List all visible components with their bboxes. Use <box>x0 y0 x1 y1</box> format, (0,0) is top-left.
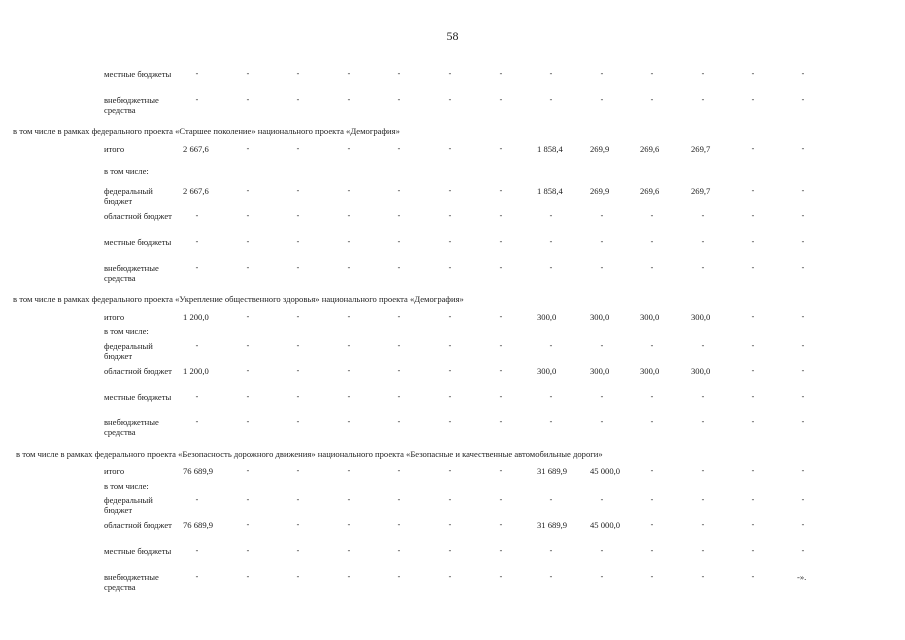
value-cell: - <box>499 392 503 401</box>
value-cell: - <box>195 546 199 555</box>
value-cell: - <box>448 263 452 272</box>
value-cell: - <box>801 341 805 350</box>
value-cell: - <box>499 417 503 426</box>
value-cell: - <box>499 312 503 321</box>
row-label: внебюджетные средства <box>104 95 159 115</box>
value-cell: - <box>701 69 705 78</box>
value-cell: - <box>246 392 250 401</box>
value-cell: - <box>397 366 401 375</box>
value-cell: - <box>347 495 351 504</box>
value-cell: - <box>347 341 351 350</box>
row-label: местные бюджеты <box>104 392 172 402</box>
value-cell: 300,0 <box>590 366 610 376</box>
value-cell: - <box>195 95 199 104</box>
value-cell: - <box>195 69 199 78</box>
value-cell: - <box>751 341 755 350</box>
value-cell: - <box>801 466 805 475</box>
value-cell: - <box>246 95 250 104</box>
value-cell: - <box>397 263 401 272</box>
value-cell: - <box>246 211 250 220</box>
value-cell: - <box>296 186 300 195</box>
value-cell: - <box>347 312 351 321</box>
value-cell: - <box>801 546 805 555</box>
value-cell: - <box>701 237 705 246</box>
value-cell: 300,0 <box>590 312 610 322</box>
page-number: 58 <box>446 29 459 43</box>
value-cell: - <box>499 144 503 153</box>
row-label: в том числе: <box>104 326 149 336</box>
table-row <box>0 237 905 259</box>
value-cell: - <box>448 341 452 350</box>
value-cell: - <box>801 392 805 401</box>
value-cell: - <box>751 495 755 504</box>
value-cell: 300,0 <box>691 312 711 322</box>
value-cell: - <box>801 520 805 529</box>
value-cell: - <box>448 546 452 555</box>
value-cell: - <box>195 341 199 350</box>
value-cell: - <box>701 572 705 581</box>
value-cell: - <box>499 466 503 475</box>
value-cell: - <box>701 95 705 104</box>
value-cell: - <box>549 392 553 401</box>
value-cell: - <box>751 546 755 555</box>
value-cell: - <box>195 263 199 272</box>
value-cell: - <box>397 495 401 504</box>
value-cell: - <box>296 417 300 426</box>
value-cell: - <box>751 366 755 375</box>
value-cell: - <box>448 572 452 581</box>
value-cell: - <box>801 495 805 504</box>
value-cell: - <box>499 495 503 504</box>
value-cell: - <box>801 186 805 195</box>
row-label: федеральный бюджет <box>104 341 153 361</box>
value-cell: - <box>347 520 351 529</box>
table-row <box>0 520 905 542</box>
value-cell: - <box>246 263 250 272</box>
table-row <box>0 95 905 117</box>
value-cell: - <box>397 392 401 401</box>
value-cell: 269,7 <box>691 186 711 196</box>
value-cell: - <box>246 312 250 321</box>
row-label: внебюджетные средства <box>104 572 159 592</box>
table-row <box>0 166 905 188</box>
value-cell: - <box>499 237 503 246</box>
row-total: 2 667,6 <box>183 186 209 196</box>
value-cell: - <box>801 263 805 272</box>
value-cell: 269,9 <box>590 186 610 196</box>
value-cell: - <box>296 341 300 350</box>
value-cell: - <box>246 417 250 426</box>
table-row <box>0 366 905 388</box>
table-row <box>0 572 905 594</box>
value-cell: - <box>296 466 300 475</box>
value-cell: - <box>751 237 755 246</box>
value-cell: 45 000,0 <box>590 466 621 476</box>
value-cell: - <box>397 69 401 78</box>
value-cell: - <box>499 546 503 555</box>
value-cell: - <box>701 546 705 555</box>
value-cell: - <box>246 520 250 529</box>
value-cell: - <box>448 144 452 153</box>
value-cell: - <box>600 417 604 426</box>
value-cell: - <box>347 466 351 475</box>
table-row <box>0 341 905 363</box>
table-row <box>0 69 905 91</box>
value-cell: 1 858,4 <box>537 144 563 154</box>
value-cell: - <box>650 263 654 272</box>
value-cell: - <box>751 69 755 78</box>
value-cell: - <box>801 237 805 246</box>
row-label: итого <box>104 312 125 322</box>
value-cell: - <box>296 263 300 272</box>
row-label: местные бюджеты <box>104 69 172 79</box>
value-cell: - <box>347 392 351 401</box>
value-cell: - <box>549 572 553 581</box>
value-cell: - <box>499 572 503 581</box>
value-cell: - <box>701 341 705 350</box>
value-cell: - <box>296 366 300 375</box>
value-cell: - <box>397 520 401 529</box>
value-cell: - <box>246 366 250 375</box>
value-cell: - <box>600 392 604 401</box>
row-label: итого <box>104 144 125 154</box>
row-label: в том числе: <box>104 166 149 176</box>
row-total: 76 689,9 <box>183 466 214 476</box>
value-cell: - <box>751 417 755 426</box>
value-cell: - <box>549 237 553 246</box>
value-cell: - <box>600 341 604 350</box>
value-cell: - <box>701 520 705 529</box>
row-label: в том числе: <box>104 481 149 491</box>
row-label: внебюджетные средства <box>104 417 159 437</box>
value-cell: - <box>600 211 604 220</box>
value-cell: - <box>397 211 401 220</box>
value-cell: - <box>751 144 755 153</box>
value-cell: - <box>751 520 755 529</box>
value-cell: - <box>600 572 604 581</box>
value-cell: - <box>751 312 755 321</box>
row-label: местные бюджеты <box>104 546 172 556</box>
table-row <box>0 263 905 285</box>
value-cell: - <box>397 237 401 246</box>
row-total: 2 667,6 <box>183 144 209 154</box>
value-cell: - <box>549 417 553 426</box>
value-cell: - <box>296 312 300 321</box>
value-cell: - <box>296 95 300 104</box>
value-cell: 300,0 <box>640 366 660 376</box>
value-cell: - <box>448 495 452 504</box>
table-row <box>0 186 905 208</box>
value-cell: - <box>347 144 351 153</box>
value-cell: - <box>296 495 300 504</box>
value-cell: - <box>600 237 604 246</box>
value-cell: - <box>296 237 300 246</box>
value-cell: - <box>397 95 401 104</box>
section-header: в том числе в рамках федерального проекта «Безопасность дорожного движения» национального проекта «Безопасные и качественные автомобильные дороги» <box>16 449 603 459</box>
row-label: федеральный бюджет <box>104 495 153 515</box>
value-cell: - <box>801 366 805 375</box>
value-cell: - <box>246 186 250 195</box>
value-cell: - <box>801 144 805 153</box>
value-cell: - <box>246 495 250 504</box>
value-cell: - <box>195 572 199 581</box>
table-row <box>0 392 905 414</box>
value-cell: - <box>397 341 401 350</box>
row-total: 1 200,0 <box>183 366 209 376</box>
value-cell: - <box>448 392 452 401</box>
value-cell: - <box>650 211 654 220</box>
value-cell: - <box>650 466 654 475</box>
value-cell: 269,9 <box>590 144 610 154</box>
value-cell: - <box>701 263 705 272</box>
value-cell: - <box>751 263 755 272</box>
value-cell: - <box>751 466 755 475</box>
table-row <box>0 144 905 166</box>
value-cell: - <box>347 95 351 104</box>
table-row <box>0 546 905 568</box>
value-cell: - <box>701 495 705 504</box>
value-cell: - <box>499 186 503 195</box>
value-cell: - <box>549 69 553 78</box>
value-cell: - <box>397 572 401 581</box>
value-cell: - <box>246 237 250 246</box>
value-cell: - <box>448 95 452 104</box>
value-cell: - <box>296 211 300 220</box>
value-cell: - <box>499 95 503 104</box>
value-cell: - <box>650 417 654 426</box>
value-cell: -». <box>797 572 807 582</box>
value-cell: - <box>701 211 705 220</box>
value-cell: - <box>751 572 755 581</box>
value-cell: - <box>195 495 199 504</box>
value-cell: - <box>650 495 654 504</box>
value-cell: - <box>549 341 553 350</box>
value-cell: - <box>296 69 300 78</box>
value-cell: - <box>448 211 452 220</box>
value-cell: - <box>751 211 755 220</box>
value-cell: 31 689,9 <box>537 520 568 530</box>
value-cell: - <box>448 69 452 78</box>
value-cell: - <box>397 144 401 153</box>
value-cell: - <box>650 237 654 246</box>
value-cell: - <box>549 495 553 504</box>
value-cell: - <box>347 186 351 195</box>
value-cell: - <box>499 341 503 350</box>
value-cell: - <box>347 572 351 581</box>
value-cell: - <box>650 95 654 104</box>
value-cell: - <box>397 186 401 195</box>
value-cell: - <box>296 392 300 401</box>
value-cell: - <box>347 546 351 555</box>
value-cell: - <box>195 211 199 220</box>
value-cell: - <box>347 69 351 78</box>
value-cell: - <box>549 546 553 555</box>
value-cell: - <box>347 366 351 375</box>
row-label: итого <box>104 466 125 476</box>
section-header: в том числе в рамках федерального проекта «Старшее поколение» национального проекта «Демография» <box>13 126 400 136</box>
value-cell: - <box>448 312 452 321</box>
value-cell: 300,0 <box>537 366 557 376</box>
value-cell: - <box>801 95 805 104</box>
value-cell: - <box>600 95 604 104</box>
value-cell: - <box>701 417 705 426</box>
value-cell: - <box>296 572 300 581</box>
value-cell: - <box>499 69 503 78</box>
row-label: федеральный бюджет <box>104 186 153 206</box>
value-cell: - <box>600 495 604 504</box>
value-cell: - <box>448 466 452 475</box>
value-cell: - <box>195 392 199 401</box>
value-cell: - <box>296 546 300 555</box>
value-cell: 31 689,9 <box>537 466 568 476</box>
value-cell: 269,7 <box>691 144 711 154</box>
value-cell: - <box>751 95 755 104</box>
table-row <box>0 211 905 233</box>
row-label: областной бюджет <box>104 211 172 221</box>
table-row <box>0 417 905 439</box>
value-cell: - <box>499 366 503 375</box>
value-cell: - <box>448 366 452 375</box>
value-cell: - <box>448 186 452 195</box>
value-cell: - <box>751 392 755 401</box>
value-cell: - <box>600 263 604 272</box>
value-cell: - <box>448 417 452 426</box>
value-cell: 300,0 <box>537 312 557 322</box>
value-cell: 300,0 <box>691 366 711 376</box>
value-cell: - <box>195 237 199 246</box>
value-cell: 269,6 <box>640 186 660 196</box>
section-header: в том числе в рамках федерального проекта «Укрепление общественного здоровья» национального проекта «Демография» <box>13 294 464 304</box>
value-cell: - <box>347 211 351 220</box>
value-cell: - <box>397 466 401 475</box>
row-label: местные бюджеты <box>104 237 172 247</box>
value-cell: - <box>499 211 503 220</box>
value-cell: - <box>296 144 300 153</box>
value-cell: - <box>195 417 199 426</box>
value-cell: - <box>246 144 250 153</box>
value-cell: - <box>650 572 654 581</box>
value-cell: - <box>397 312 401 321</box>
row-total: 1 200,0 <box>183 312 209 322</box>
value-cell: - <box>751 186 755 195</box>
value-cell: - <box>246 69 250 78</box>
table-row <box>0 495 905 517</box>
value-cell: - <box>701 392 705 401</box>
value-cell: - <box>549 263 553 272</box>
value-cell: 300,0 <box>640 312 660 322</box>
value-cell: - <box>650 341 654 350</box>
value-cell: - <box>347 263 351 272</box>
value-cell: - <box>600 69 604 78</box>
value-cell: - <box>801 312 805 321</box>
row-label: областной бюджет <box>104 366 172 376</box>
value-cell: - <box>499 263 503 272</box>
value-cell: - <box>296 520 300 529</box>
value-cell: - <box>600 546 604 555</box>
value-cell: - <box>701 466 705 475</box>
value-cell: - <box>801 211 805 220</box>
value-cell: - <box>246 572 250 581</box>
row-total: 76 689,9 <box>183 520 214 530</box>
value-cell: 269,6 <box>640 144 660 154</box>
value-cell: - <box>347 417 351 426</box>
row-label: областной бюджет <box>104 520 172 530</box>
value-cell: - <box>448 237 452 246</box>
value-cell: - <box>650 520 654 529</box>
value-cell: - <box>397 546 401 555</box>
value-cell: - <box>650 546 654 555</box>
value-cell: - <box>448 520 452 529</box>
value-cell: - <box>549 211 553 220</box>
row-label: внебюджетные средства <box>104 263 159 283</box>
value-cell: - <box>650 392 654 401</box>
value-cell: - <box>347 237 351 246</box>
value-cell: 45 000,0 <box>590 520 621 530</box>
value-cell: - <box>499 520 503 529</box>
value-cell: - <box>801 417 805 426</box>
value-cell: - <box>549 95 553 104</box>
value-cell: - <box>246 466 250 475</box>
value-cell: - <box>801 69 805 78</box>
value-cell: 1 858,4 <box>537 186 563 196</box>
value-cell: - <box>650 69 654 78</box>
value-cell: - <box>397 417 401 426</box>
value-cell: - <box>246 546 250 555</box>
value-cell: - <box>246 341 250 350</box>
